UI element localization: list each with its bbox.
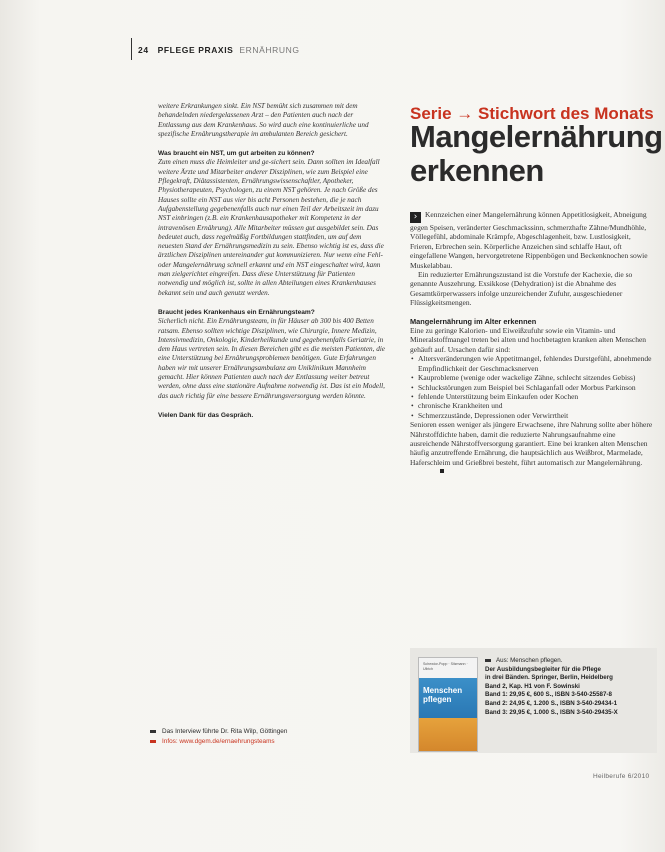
paragraph-ursachen: Eine zu geringe Kalorien- und Eiweißzufuhr sowie ein Vitamin- und Mineralstoffmangel treten bei alten und hochbetagten kranken alten Menschen gehäuft auf. Ursachen dafür sind:	[410, 326, 647, 354]
interview-intro: weitere Erkrankungen sinkt. Ein NST bemüht sich zusammen mit dem behandelnden niedergelassenen Arzt – den Patienten auch nach der Entlassung aus dem Krankenhaus. So wird auch eine kontinuierliche und spezifische Ernährungstherapie im ambulanten Bereich gesichert.	[158, 102, 369, 138]
page-number: 24	[138, 45, 149, 55]
interview-credit: Das Interview führte Dr. Rita Wilp, Göttingen	[150, 727, 287, 736]
list-item: • Altersveränderungen wie Appetitmangel, fehlendes Durstgefühl, abnehmende Empfindlichkeit der Geschmacksnerven	[410, 354, 655, 373]
subsection-name: ERNÄHRUNG	[239, 45, 300, 55]
list-item: • Schmerzzustände, Depressionen oder Verwirrtheit	[410, 411, 655, 420]
paragraph-kennzeichen: › Kennzeichen einer Mangelernährung können Appetitlosigkeit, Abneigung gegen Speisen, veränderter Geschmackssinn, schmerzhafte Zähne/Mundhöhle, Völlegefühl, abdominale Krämpfe, Abgeschlagenheit, bzw. Lustlosigkeit, Frieren, Erbrechen sein. Körperliche Anzeichen sind schlaffe Haut, oft eingefallene Wangen, hervorgetretene Rippenbögen und Beckenknochen sowie Muskelabbau.	[410, 210, 648, 270]
credit-marker	[150, 730, 156, 733]
page-header	[138, 45, 300, 55]
end-mark	[440, 469, 444, 473]
paragraph-senioren: Senioren essen weniger als jüngere Erwachsene, ihre Nahrung sollte aber höhere Nährstoffdichte haben, damit die reduzierte Nahrungsaufnahme eine ausreichende Nährstoffversorgung garantiert. Eine bei kranken alten Menschen häufig anzutreffende Ernährung, die hauptsächlich aus Weißbrot, Marmelade, Haferschleim und Grießbrei besteht, führt automatisch zur Mangelernährung.	[410, 420, 655, 476]
page-footer: Heilberufe 6/2010	[593, 773, 650, 780]
interview-answer-2: Sicherlich nicht. Ein Ernährungsteam, in für Häuser ab 300 bis 400 Betten ratsam. Ebenso sollten wichtige Disziplinen, wie Chirurgie, Innere Medizin, Intensivmedizin, Onkologie, Kinderheilkunde und gegebenenfalls Geriatrie, in dem Haus vertreten sein. In diesen Bereichen gibt es die meisten Patienten, die eine Unterstützung bei Ernährungsproblemen benötigen. Gute Erfahrungen haben wir mit unserer Ernährungsambulanz am Uniklinikum Mannheim gemacht. Hier können Patienten auch nach der Entlassung weiter betreut werden, ohne dass eine stationäre Aufnahme notwendig ist. Das ist ein Modell, das auch richtig für eine bessere Ernährungsversorgung werden könnte.	[158, 317, 386, 400]
info-link[interactable]: Infos: www.dgem.de/ernaehrungsteams	[150, 737, 275, 746]
interview-question-1: Was braucht ein NST, um gut arbeiten zu können?	[158, 150, 315, 158]
book-cover-authors: Schewior-Popp · Sitzmann · Ullrich	[423, 662, 468, 671]
book-cover-image	[418, 657, 478, 752]
interview-column	[158, 102, 386, 420]
section-name: PFLEGE PRAXIS	[157, 45, 234, 55]
interview-closing: Vielen Dank für das Gespräch.	[158, 411, 254, 419]
list-item: • fehlende Unterstützung beim Einkaufen oder Kochen	[410, 392, 655, 401]
interview-question-2: Braucht jedes Krankenhaus ein Ernährungsteam?	[158, 308, 315, 316]
reference-marker	[485, 659, 491, 662]
series-label: Serie → Stichwort des Monats	[410, 104, 654, 123]
subheading-alter: Mangelernährung im Alter erkennen	[410, 316, 537, 326]
list-item: • Schluckstörungen zum Beispiel bei Schlaganfall oder Morbus Parkinson	[410, 383, 655, 392]
interview-answer-1: Zum einen muss die Heimleiter und ge-sichert sein. Dann sollten im Idealfall weitere Ärzte und Mitarbeiter anderer Disziplinen, wie zum Beispiel eine Pflegekraft, Diätassistenten, Ernährungswissenschaftler, Apotheker, Physiotherapeuten, Psychologen, zu einem NST gehören. Je nach Größe des Hauses sollte ein NST aus vier bis acht Personen bestehen, die je nach Aufgabenstellung gegebenenfalls auch nur einen Teil der Arbeitszeit im dazu NST einbringen (z.B. ein Krankenhausapotheker mit Kompetenz in der intravenösen Ernährung). Alle Mitarbeiter müssen gut ausgebildet sein. Das bedeutet auch, dass regelmäßig Fortbildungen stattfinden, um auf dem neuesten Stand der Ernährungsmedizin zu sein. Ebenso wichtig ist es, dass die ärztlichen Disziplinen untereinander gut kommunizieren. Nur wenn eine Fehl- oder Mangelernährung schnell erkannt und ein NST eingeschaltet wird, kann man zielgerichtet eingreifen. Dass diese Unterstützung für Patienten notwendig und möglich ist, sollte in allen Abteilungen eines Krankenhauses bekannt sein und auch genutzt werden.	[158, 158, 384, 297]
list-item: • Kauprobleme (wenige oder wackelige Zähne, schlecht sitzendes Gebiss)	[410, 373, 655, 382]
list-item: • chronische Krankheiten und	[410, 401, 655, 410]
book-cover-title: Menschen pflegen	[423, 686, 463, 704]
article-title: Mangelernährung erkennen	[410, 119, 663, 188]
article-body	[410, 210, 655, 477]
header-rule	[131, 38, 132, 60]
link-marker	[150, 740, 156, 743]
causes-list	[410, 354, 655, 420]
arrow-right-icon: ›	[410, 212, 421, 223]
book-reference: Aus: Menschen pflegen. Der Ausbildungsbegleiter für die Pflege in drei Bänden. Springer, Berlin, Heidelberg Band 2, Kap. H1 von F. Sowinski Band 1: 29,95 €, 600 S., ISBN 3-540-25587-8 Band 2: 24,95 €, 1.200 S., ISBN 3-540-29434-1 Band 3: 29,95 €, 1.000 S., ISBN 3-540-29435-X	[485, 657, 618, 716]
paragraph-kachexie: Ein reduzierter Ernährungszustand ist die Vorstufe der Kachexie, die so genannte Auszehrung. Exsikkose (Dehydration) ist die Abnahme des Gesamtkörperwassers infolge unzureichender Zufuhr, ausgeschiedener Flüssigkeitsmengen.	[410, 270, 633, 308]
